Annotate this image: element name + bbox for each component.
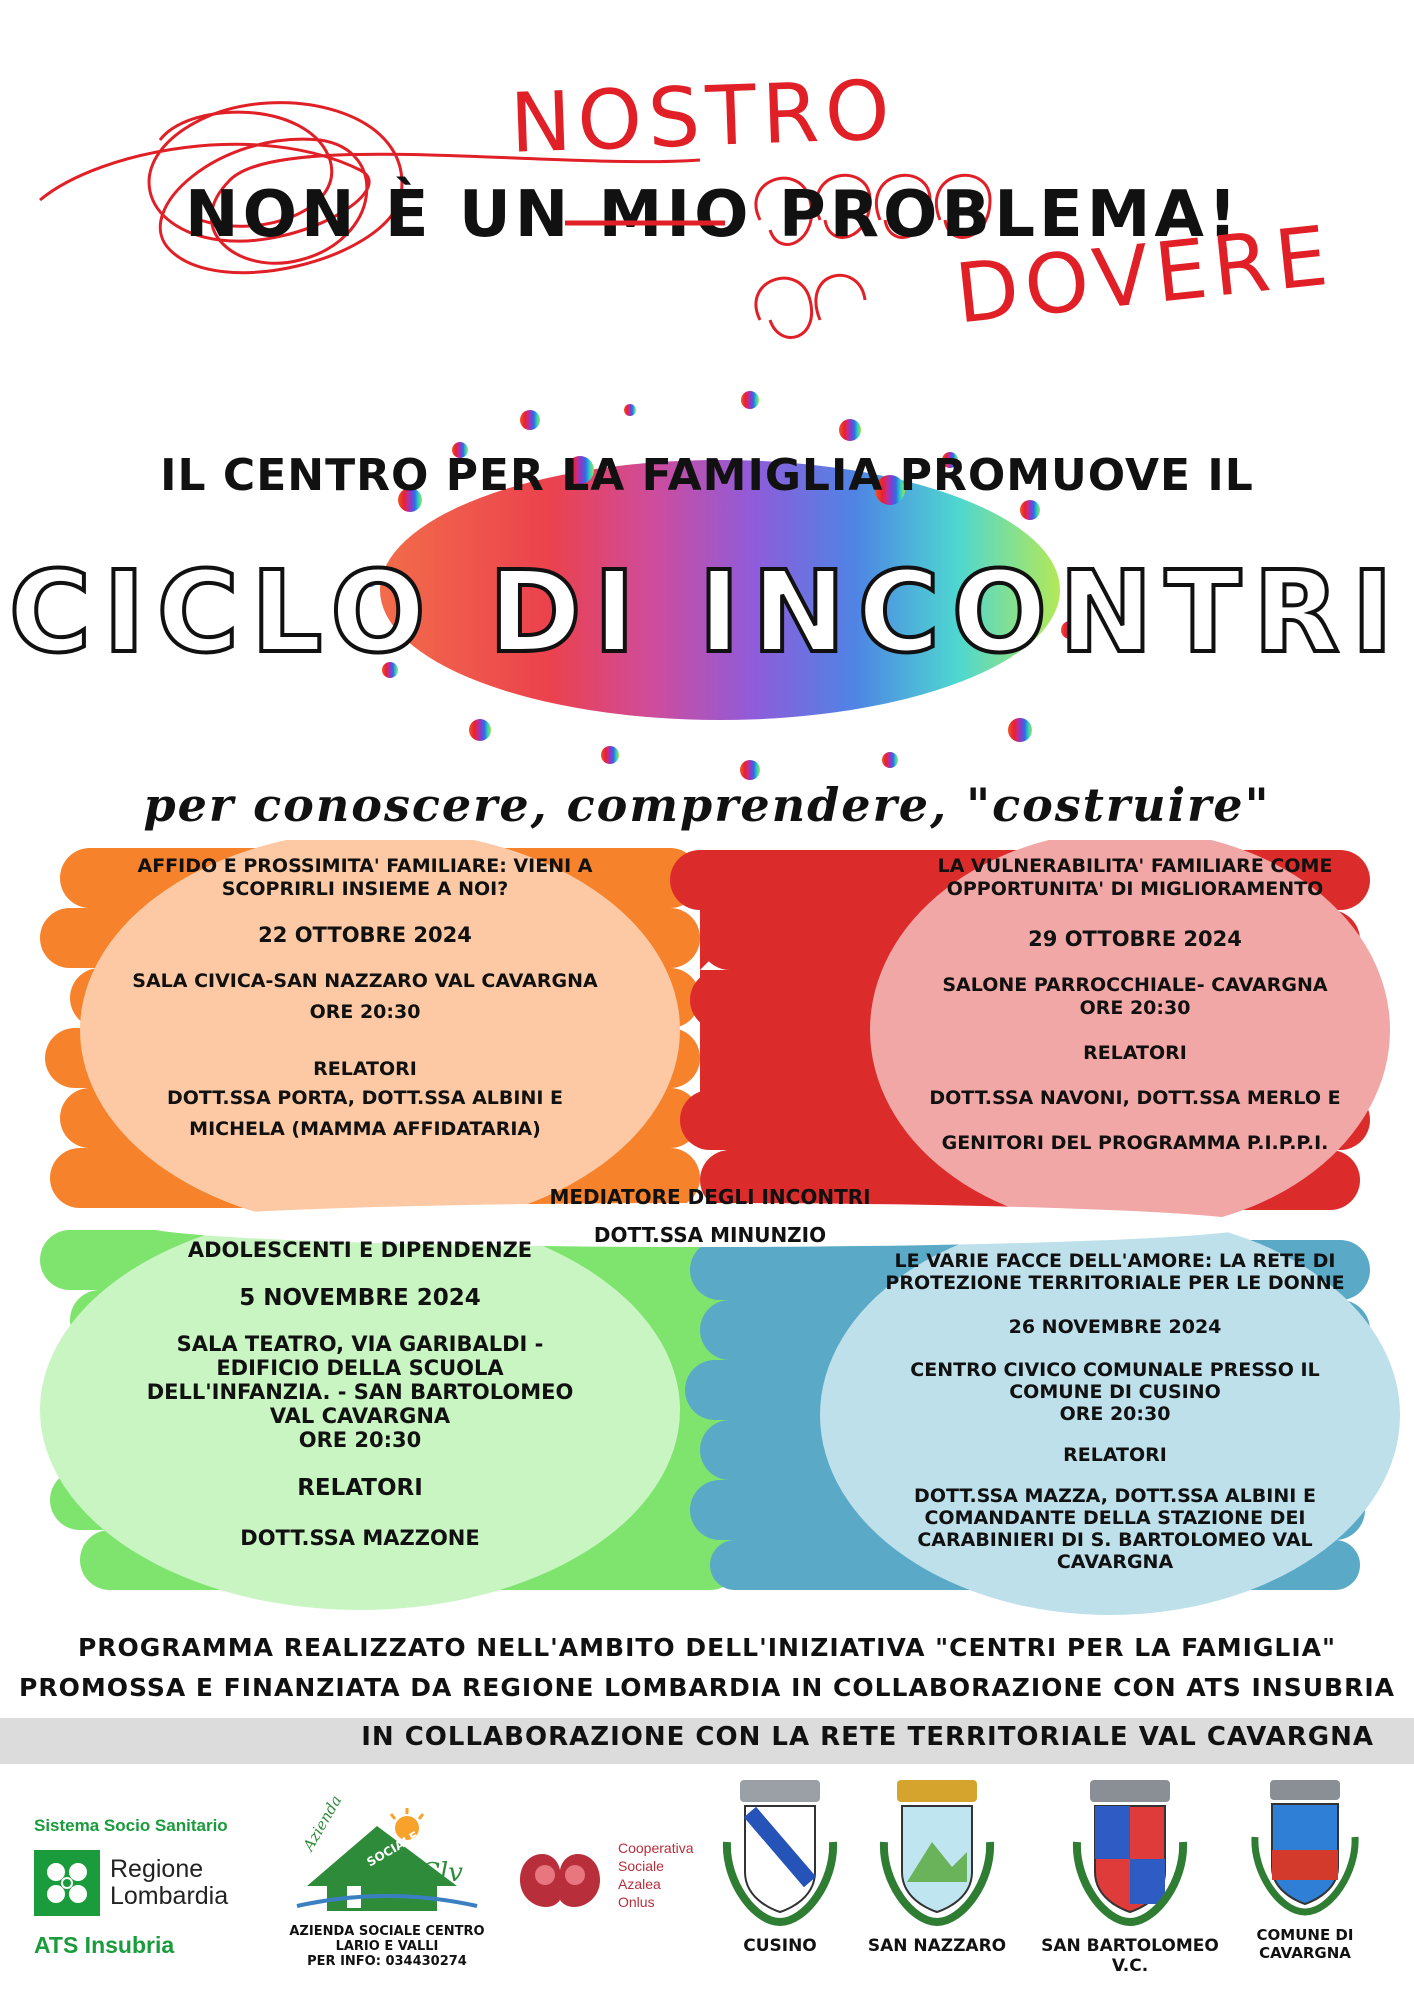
crest-san-nazzaro xyxy=(862,1772,1012,1956)
san-nazzaro-crest-icon xyxy=(862,1772,1012,1932)
event-speakers: MICHELA (MAMMA AFFIDATARIA) xyxy=(189,1118,541,1140)
mediator-name: DOTT.SSA MINUNZIO xyxy=(593,1223,827,1247)
event-card-3 xyxy=(140,1238,580,1551)
event-title: AFFIDO E PROSSIMITA' FAMILIARE: VIENI A SCOPRIRLI INSIEME A NOI? xyxy=(137,855,593,900)
comune-label: SAN NAZZARO xyxy=(867,1936,1007,1956)
title-dovere: DOVERE xyxy=(951,208,1338,343)
event-place: SALA TEATRO, VIA GARIBALDI -EDIFICIO DELLA SCUOLA DELL'INFANZIA. - SAN BARTOLOMEO VAL CAVARGNA xyxy=(146,1332,574,1428)
crest-cusino xyxy=(705,1772,855,1956)
event-card-1 xyxy=(130,855,600,1141)
strikethrough xyxy=(565,218,725,228)
azienda-sociale-logo xyxy=(272,1792,502,1976)
comune-label: SAN BARTOLOMEO V.C. xyxy=(1041,1936,1219,1976)
event-card-2 xyxy=(900,855,1370,1155)
comune-label: CAVARGNA xyxy=(1259,1944,1351,1962)
cusino-crest-icon xyxy=(705,1772,855,1932)
event-title: ADOLESCENTI E DIPENDENZE xyxy=(187,1238,533,1262)
regione-name: Regione xyxy=(110,1855,204,1883)
azalea-text: Onlus xyxy=(618,1894,655,1910)
azalea-text: Sociale xyxy=(618,1858,664,1874)
azienda-info: PER INFO: 034430274 xyxy=(307,1954,467,1969)
regione-name: Lombardia xyxy=(110,1882,229,1910)
cavargna-crest-icon xyxy=(1240,1772,1370,1922)
tagline: per conoscere, comprendere, "costruire" xyxy=(143,778,1271,832)
promo-heading: IL CENTRO PER LA FAMIGLIA PROMUOVE IL xyxy=(160,450,1254,501)
comune-label: CUSINO xyxy=(743,1936,817,1956)
event-time: ORE 20:30 xyxy=(1059,1403,1171,1425)
program-note xyxy=(0,1628,1414,1708)
event-speakers-label: RELATORI xyxy=(1063,1444,1167,1466)
title-main: NON È UN MIO PROBLEMA! xyxy=(185,178,1242,252)
event-speakers: GENITORI DEL PROGRAMMA P.I.P.P.I. xyxy=(941,1132,1329,1154)
san-bartolomeo-crest-icon xyxy=(1040,1772,1220,1932)
event-card-4 xyxy=(865,1250,1365,1573)
title-nostro: NOSTRO xyxy=(508,63,898,172)
program-note-line: PROGRAMMA REALIZZATO NELL'AMBITO DELL'INIZIATIVA "CENTRI PER LA FAMIGLIA" xyxy=(77,1633,1337,1662)
crest-cavargna xyxy=(1240,1772,1370,1962)
event-speakers: DOTT.SSA MAZZA, DOTT.SSA ALBINI E COMANDANTE DELLA STAZIONE DEI CARABINIERI DI S. BARTOLOMEO VAL CAVARGNA xyxy=(914,1485,1316,1573)
comune-label: COMUNE DI xyxy=(1256,1926,1354,1944)
collaboration-text: IN COLLABORAZIONE CON LA RETE TERRITORIALE VAL CAVARGNA xyxy=(361,1722,1374,1752)
event-time: ORE 20:30 xyxy=(1079,997,1191,1019)
event-speakers-label: RELATORI xyxy=(313,1058,417,1080)
azalea-text: Azalea xyxy=(618,1876,661,1892)
azienda-name: AZIENDA SOCIALE CENTRO LARIO E VALLI xyxy=(289,1924,485,1954)
event-title: LA VULNERABILITA' FAMILIARE COME OPPORTUNITA' DI MIGLIORAMENTO xyxy=(937,855,1333,900)
event-speakers-label: RELATORI xyxy=(1083,1042,1187,1064)
event-date: 22 OTTOBRE 2024 xyxy=(258,923,472,947)
event-date: 29 OTTOBRE 2024 xyxy=(1028,927,1242,951)
azalea-hands-icon xyxy=(510,1830,610,1920)
event-place: CENTRO CIVICO COMUNALE PRESSO IL COMUNE DI CUSINO xyxy=(910,1359,1320,1403)
azienda-brand: SOCIALE xyxy=(364,1828,421,1870)
crest-san-bartolomeo xyxy=(1040,1772,1220,1976)
event-time: ORE 20:30 xyxy=(309,1001,421,1023)
event-speakers: DOTT.SSA PORTA, DOTT.SSA ALBINI E xyxy=(166,1087,564,1109)
mediator-label: MEDIATORE DEGLI INCONTRI xyxy=(549,1185,871,1209)
ats-label: ATS Insubria xyxy=(34,1932,175,1958)
event-date: 5 NOVEMBRE 2024 xyxy=(239,1285,481,1311)
event-speakers: DOTT.SSA MAZZONE xyxy=(240,1526,480,1550)
event-title: LE VARIE FACCE DELL'AMORE: LA RETE DI PROTEZIONE TERRITORIALE PER LE DONNE xyxy=(885,1250,1345,1294)
event-speakers-label: RELATORI xyxy=(297,1475,423,1501)
regione-rose-icon xyxy=(34,1850,100,1916)
event-speakers: DOTT.SSA NAVONI, DOTT.SSA MERLO E xyxy=(929,1087,1341,1109)
regione-lombardia-logo xyxy=(34,1816,294,1976)
regione-system-label: Sistema Socio Sanitario xyxy=(34,1816,228,1835)
event-date: 26 NOVEMBRE 2024 xyxy=(1008,1316,1222,1338)
program-note-line: PROMOSSA E FINANZIATA DA REGIONE LOMBARDIA IN COLLABORAZIONE CON ATS INSUBRIA xyxy=(19,1673,1395,1702)
azalea-text: Cooperativa xyxy=(618,1840,694,1856)
event-place: SALONE PARROCCHIALE- CAVARGNA xyxy=(942,974,1328,996)
event-time: ORE 20:30 xyxy=(298,1428,422,1452)
main-title: CICLO DI INCONTRI xyxy=(8,548,1406,678)
event-place: SALA CIVICA-SAN NAZZARO VAL CAVARGNA xyxy=(132,970,598,992)
azienda-brand: Azienda xyxy=(299,1792,346,1854)
azienda-brand: Clv xyxy=(420,1858,463,1888)
